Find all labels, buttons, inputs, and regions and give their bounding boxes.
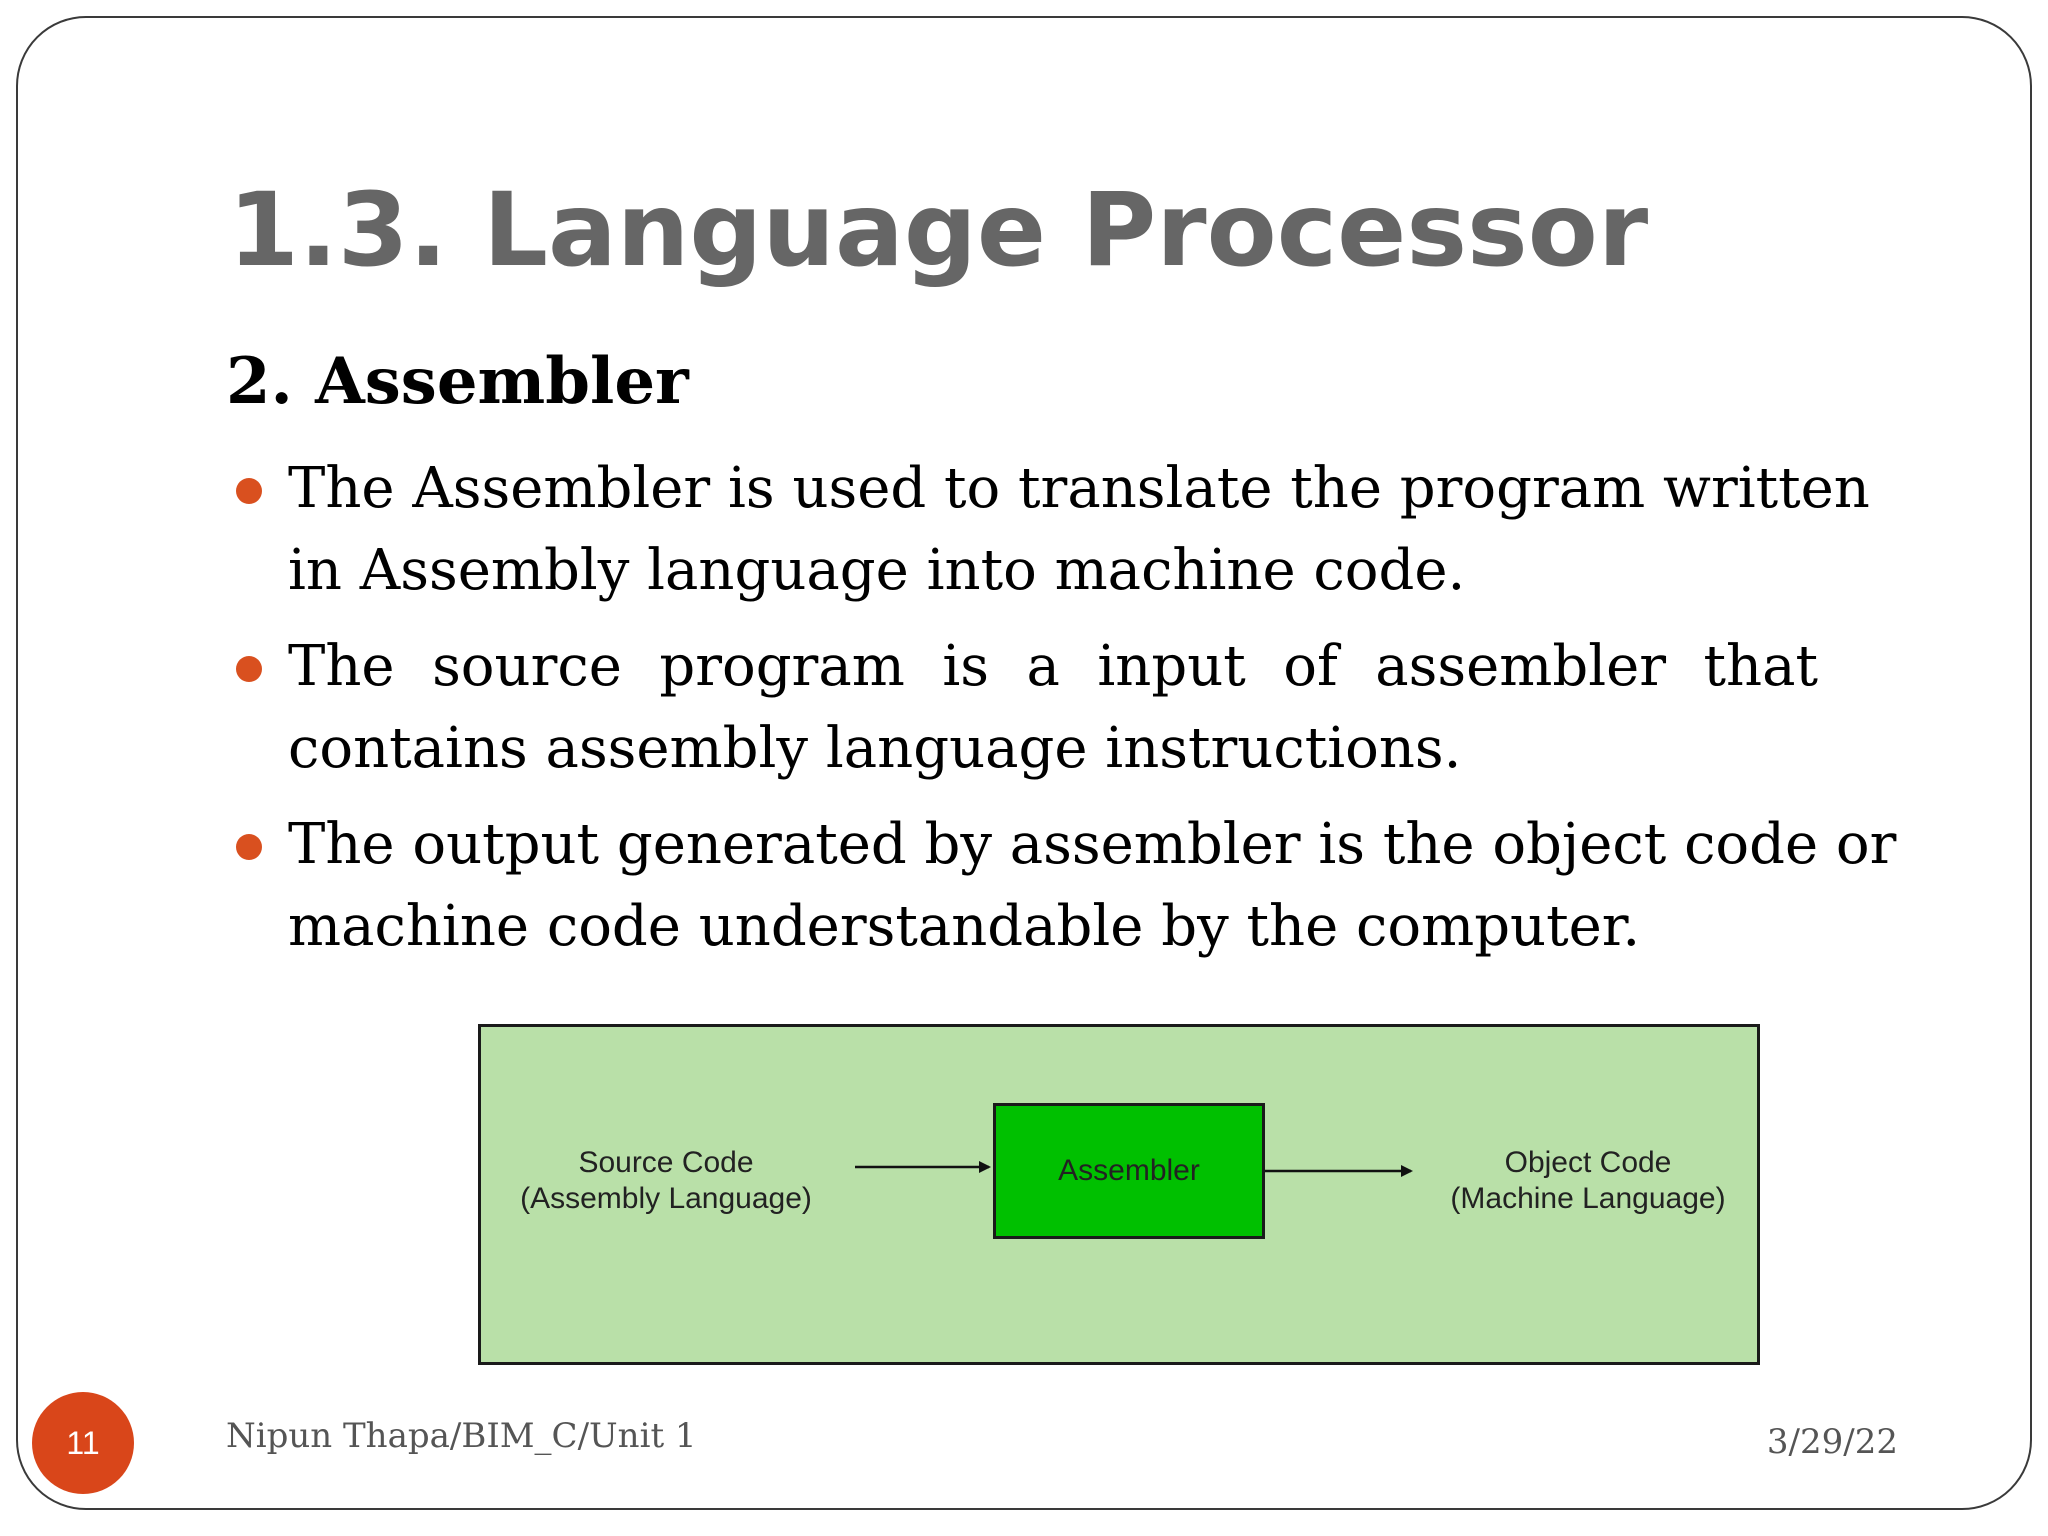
source-code-subtitle: (Assembly Language) <box>520 1182 812 1215</box>
bullet-dot-icon <box>236 834 262 860</box>
bullet-dot-icon <box>236 656 262 682</box>
assembler-box <box>993 1103 1265 1239</box>
bullet-item <box>226 626 1926 790</box>
bullet-dot-icon <box>236 478 262 504</box>
assembler-box-label: Assembler <box>1058 1154 1200 1187</box>
bullet-list <box>226 448 1926 982</box>
object-code-label <box>1423 1145 1753 1217</box>
object-code-subtitle: (Machine Language) <box>1450 1182 1726 1215</box>
slide-number-badge: 11 <box>32 1392 134 1494</box>
object-code-title: Object Code <box>1504 1146 1672 1179</box>
bullet-text: The output generated by assembler is the object code or machine code understandable by the computer. <box>288 812 1897 959</box>
footer-date: 3/29/22 <box>1766 1422 1898 1462</box>
assembler-flow-diagram <box>478 1024 1760 1365</box>
bullet-text: The Assembler is used to translate the program written in Assembly language into machine code. <box>288 456 1870 603</box>
source-code-label <box>501 1145 831 1217</box>
bullet-item <box>226 804 1926 968</box>
bullet-text: The source program is a input of assembler that contains assembly language instructions. <box>288 634 1818 781</box>
footer-author: Nipun Thapa/BIM_C/Unit 1 <box>226 1416 697 1456</box>
bullet-item <box>226 448 1926 612</box>
section-heading: 2. Assembler <box>226 344 689 419</box>
slide-title: 1.3. Language Processor <box>228 171 1649 290</box>
source-code-title: Source Code <box>578 1146 754 1179</box>
